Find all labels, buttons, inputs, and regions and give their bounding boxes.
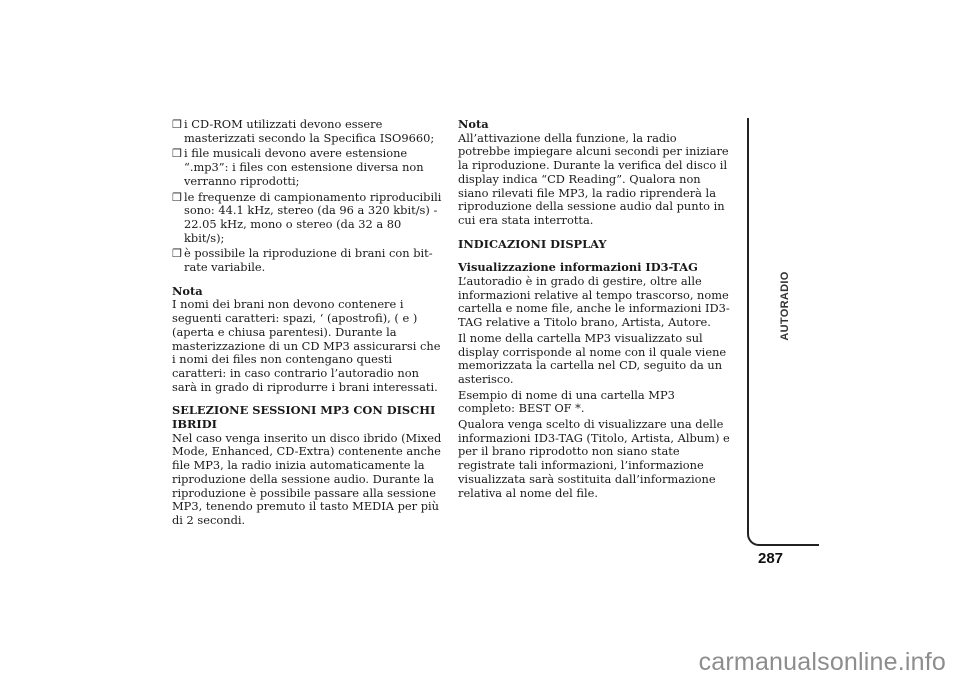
paragraph: Il nome della cartella MP3 visualizzato sul display corrisponde al nome con il quale viene memorizzata la cartella nel CD, seguito da un asterisco. [458, 330, 727, 386]
note-title: Nota [172, 283, 203, 298]
right-column [458, 118, 732, 500]
watermark: carmanualsonline.info [698, 648, 946, 676]
bullet-item [172, 191, 444, 246]
checkbox-bullet-icon: ❒ [172, 247, 182, 261]
section-title: SELEZIONE SESSIONI MP3 CON DISCHI IBRIDI [172, 403, 436, 432]
checkbox-bullet-icon: ❒ [172, 147, 182, 161]
section-title: INDICAZIONI DISPLAY [458, 236, 607, 251]
paragraph: L’autoradio è in grado di gestire, oltre alle informazioni relative al tempo trascorso, nome cartella e nome file, anche le informazioni ID3-TAG relative a Titolo brano, Artista, Autore. [458, 274, 730, 330]
left-column [172, 118, 444, 528]
bullet-item [172, 247, 444, 274]
checkbox-bullet-icon: ❒ [172, 118, 182, 131]
section-text: Nel caso venga inserito un disco ibrido (Mixed Mode, Enhanced, CD-Extra) contenente anche file MP3, la radio inizia automaticamente la riproduzione della sessione audio. Durante la riproduzione è possibile passare alla sessione MP3, tenendo premuto il tasto MEDIA per più di 2 secondi. [172, 430, 442, 527]
bullet-text: i CD-ROM utilizzati devono essere masterizzati secondo la Specifica ISO9660; [184, 117, 435, 145]
checkbox-bullet-icon: ❒ [172, 190, 182, 204]
paragraph: Qualora venga scelto di visualizzare una delle informazioni ID3-TAG (Titolo, Artista, Album) e per il brano riprodotto non siano state registrate tali informazioni, l’informazione visualizzata sarà sostituita dall’informazione relativa al nome del file. [458, 417, 730, 500]
subsection-title: Visualizzazione informazioni ID3-TAG [458, 260, 698, 275]
page-number: 287 [758, 550, 784, 567]
note-text: All’attivazione della funzione, la radio potrebbe impiegare alcuni secondi per iniziare la riproduzione. Durante la verifica del disco il display indica “CD Reading”. Qualora non siano rilevati file MP3, la radio riprenderà la riproduzione della sessione audio dal punto in cui era stata interrotta. [458, 130, 729, 227]
note-text: I nomi dei brani non devono contenere i seguenti caratteri: spazi, ‘ (apostrofi), ( e ) (aperta e chiusa parentesi). Durante la masterizzazione di un CD MP3 assicurarsi che i nomi dei files non contengano questi caratteri: in caso contrario l’autoradio non sarà in grado di riprodurre i brani interessati. [172, 297, 441, 394]
bullet-item [172, 118, 444, 145]
paragraph: Esempio di nome di una cartella MP3 completo: BEST OF *. [458, 387, 675, 416]
bullet-text: è possibile la riproduzione di brani con bit-rate variabile. [184, 246, 433, 275]
note-title: Nota [458, 117, 489, 131]
bullet-text: i file musicali devono avere estensione “.mp3”: i files con estensione diversa non verranno riprodotti; [184, 146, 424, 188]
bullet-item [172, 147, 444, 188]
section-side-label: AUTORADIO [779, 271, 791, 341]
bullet-text: le frequenze di campionamento riproducibili sono: 44.1 kHz, stereo (da 96 a 320 kbit/s) - 22.05 kHz, mono o stereo (da 32 a 80 kbit/s); [184, 189, 442, 245]
